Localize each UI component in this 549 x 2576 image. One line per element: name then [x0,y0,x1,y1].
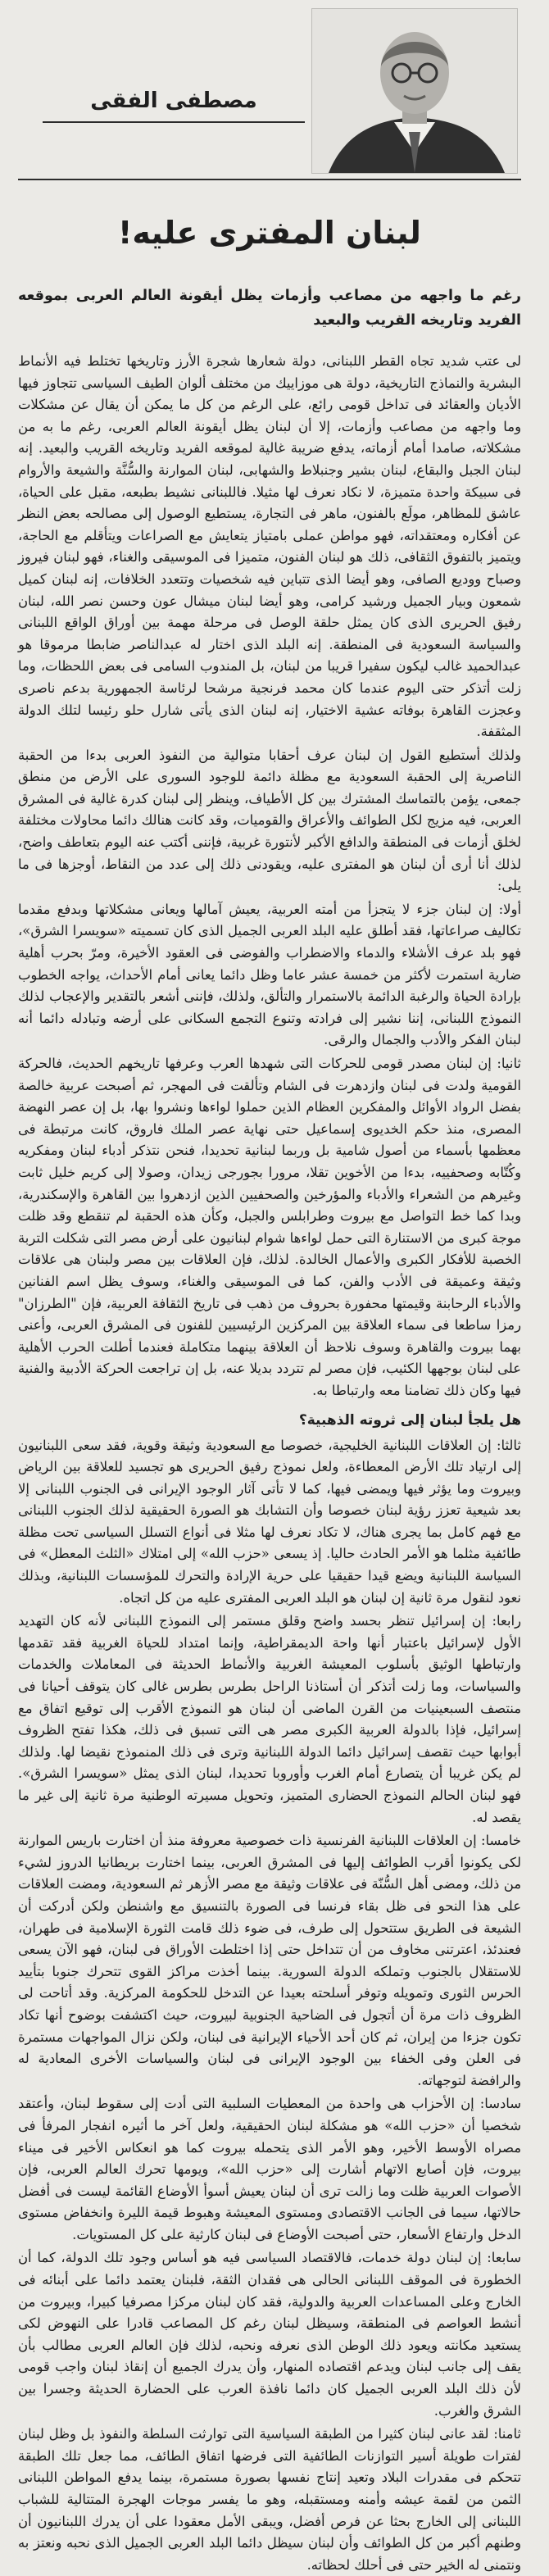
article-title: لبنان المفترى عليه! [118,215,421,251]
article-paragraph: أولا: إن لبنان جزء لا يتجزأ من أمته العربية، يعيش آمالها ويعانى مشكلاتها وبدفع مقدما تكاليف صراعاتها، فقد أطلق عليه البلد العربى الجميل الذى كان تسميته «سويسرا الشرق»، فهو بلد عرف الأشلاء والدماء والاضطراب والفوضى فى العقود الأخيرة، ومرّ بحرب أهلية ضارية استمرت لأكثر من خمسة عشر عاما وظل دائما يعانى أمام الأحداث، يواجه الخطوب بإرادة الحياة والرغبة الدائمة بالاستمرار والتألق، ولذلك، فإننى أشعر بالتقدير والإعجاب لذلك النموذج اللبنانى، إننا نشير إلى فرادته وتنوع التجمع السكانى على أرضه وتبادله دائما أنه لبنان الفكر والأدب والجمال والرقى. [18,901,521,1048]
article-paragraph: ثانيا: إن لبنان مصدر قومى للحركات التى شهدها العرب وعرفها تاريخهم الحديث، فالحركة القومية ولدت فى لبنان وازدهرت فى الشام وتألقت فى المهجر، ثم أصبحت عربية خالصة بفضل الرواد الأوائل والمفكرين العظام الذين حملوا لواءها ونشروا بها، بل إن عصر النهضة المصرى، منذ حكم الخديوى إسماعيل حتى نهاية عصر الملك فاروق، كانت مرتبطة فى معظمها بأسماء من أصول شامية بل وربما لبنانية تحديدا، فنحن نتذكر أدباء لبنان ومفكريه وكُتّابه وصحفييه، بدءا من الأخوين تقلا، مرورا بجورجى زيدان، وصولا إلى كريم خليل ثابت وغيرهم من الشعراء والأدباء والمؤرخين والصحفيين الذين ازدهروا بين القاهرة والإسكندرية، وبدا كما خط التواصل مع بيروت وطرابلس والجبل، وكأن هذه الحقبة لم تنقطع وقد ظلت موجة كبرى من الاستنارة التى حمل لواءها شوام لبنانيون على أرض مصر التى شكلت التربة الخصبة للأفكار الكبرى والأعمال الخالدة. لذلك، فإن العلاقات بين مصر ولبنان هى علاقات وثيقة وعميقة فى الأدب والفن، كما فى الموسيقى والغناء، وسوف يظل اسم الفنانين والأدباء الرحابنة وقيمتها محفورة بحروف من ذهب فى تاريخ الثقافة العربية، فإن "الطرزان" رمزا ساطعا فى سماء العلاقة بين المركزين الرئيسيين للفنون فى المشرق العربى، وأعنى بهما بيروت والقاهرة وسوف نلاحظ أن العلاقة بينهما متكاملة فعندما أطلت الحرب الأهلية على لبنان بوجهها الكئيب، فإن مصر لم تتردد بديلا عنه، بل إن تراجعت الحركة الأدبية والفنية فيها وكان ذلك تضامنا معه وارتباطا به. [18,1056,521,1398]
article-paragraph: لى عتب شديد تجاه القطر اللبنانى، دولة شعارها شجرة الأرز وتاريخها تختلط فيه الأنماط البشرية والنماذج التاريخية، دولة هى موزاييك من مختلف ألوان الطيف السياسى تتجاوز فيها الأديان والعقائد فى تداخل قومى رائع، على الرغم من كل ما يمكن أن يقال عن مشكلات وما واجهه من مصاعب وأزمات، إلا أن لبنان يظل أيقونة العالم العربى، رغم ما به من مشكلاته، صامدا أمام أزماته، يدفع ضريبة غالية لموقعه الفريد وتاريخه القريب والبعيد. إنه لبنان الجبل والبقاع، لبنان بشير وجنبلاط والشهابى، لبنان الموارنة والسُّنَّة والشيعة والأروام فى سبيكة واحدة متميزة، لا نكاد نعرف لها مثيلا. فاللبنانى نشيط بطبعه، مقبل على الحياة، عاشق للمظاهر، مولَع بالفنون، ماهر فى التجارة، يستطيع الوصول إلى مصالحه بعض النظر عن أفكاره ومعتقداته، فهو مواطن عملى بامتياز يتعايش مع الصراعات ويتأقلم مع الحاجة، ويتميز بالتفوق الثقافى، ذلك هو لبنان الفنون، متميزا فى الموسيقى والغناء، فهو لبنان فيروز وصباح ووديع الصافى، وهو أيضا الذى تتباين فيه شخصيات وتتعدد الخلافات، إنه لبنان كميل شمعون وبيار الجميل ورشيد كرامى، وهو أيضا لبنان ميشال عون وحسن نصر الله، لبنان رفيق الحريرى الذى كان يمثل حلقة الوصل فى مرحلة مهمة بين أوراق الواقع اللبنانى والسياسة السعودية فى المنطقة. إنه البلد الذى اختار له عبدالناصر ضابطا مرموقا هو عبدالحميد غالب ليكون سفيرا قريبا من لبنان، بل المندوب السامى فى بعض اللحظات، وما زلت أتذكر حتى اليوم عندما كان محمد فرنجية مرشحا لرئاسة الجمهورية بدعم ناصرى وعجزت القاهرة بوفاته عشية الاختيار، إنه لبنان الذى يأتى شارل حلو رئيسا لتلك الدولة المثقفة. [18,353,521,740]
author-byline [26,89,321,123]
article-paragraph: ثامنا: لقد عانى لبنان كثيرا من الطبقة السياسية التى توارثت السلطة والنفوذ بل وظل لبنان لفترات طويلة أسير التوازنات الطائفية التى فرضها اتفاق الطائف، مما جعل تلك الطبقة تتحكم فى مقدرات البلاد وتعيد إنتاج نفسها بصورة مستمرة، بينما يدفع المواطن اللبنانى الثمن من لقمة عيشه وأمنه ومستقبله، وهو ما يفسر موجات الهجرة المتتالية للشباب اللبنانى إلى الخارج بحثا عن فرص أفضل، ويبقى الأمل معقودا على أن يدرك اللبنانيون أن وطنهم أكبر من كل الطوائف وأن لبنان سيظل دائما البلد العربى الجميل الذى نحبه ونعتز به ونتمنى له الخير حتى فى أحلك لحظاته. [18,2426,521,2573]
author-name: مصطفى الفقى [90,89,257,113]
article-paragraph: رابعا: إن إسرائيل تنظر بحسد واضح وقلق مستمر إلى النموذج اللبنانى لأنه كان التهديد الأول لإسرائيل باعتبار أنها واحة الديمقراطية، وإنما امتداد للحياة الغربية فقد تقدمها وارتباطها الوثيق بأسلوب المعيشة الغربية والأنماط الحديثة فى المعاملات والخدمات والسياسات، وما زلت أتذكر أن أستاذنا الراحل بطرس بطرس غالى كان يتوقف أحيانا فى منتصف السبعينيات من القرن الماضى أن لبنان هو النموذج الأقرب إلى توقيع اتفاق مع إسرائيل، فإذا بالدولة العربية الكبرى مصر هى التى تسبق فى ذلك، هكذا تفتح الظروف أبوابها حيث تقصف إسرائيل دائما الدولة اللبنانية وترى فى ذلك المنموذج نقيضا لها. ولذلك لم يكن غريبا أن يتصارع أمام الغرب وأوروبا تحديدا، لبنان الذى يمثل «سويسرا الشرق». فهو لبنان الحالم النموذج الحضارى المتميز، وتحويل مسيرته الوطنية مرة ثانية إلى غير ما يقصد له. [18,1613,521,1825]
article-paragraph: خامسا: إن العلاقات اللبنانية الفرنسية ذات خصوصية معروفة منذ أن اختارت باريس الموارنة لكى يكونوا أقرب الطوائف إليها فى المشرق العربى، بينما اختارت بريطانيا الدروز لشيء من ذلك، ومضى أهل السُّنّة فى علاقات وثيقة مع مصر الأزهر ثم السعودية، ومضت العلاقات على هذا النحو فى ظل بقاء فرنسا فى الصورة بالتنسيق مع واشنطن ولكن أدركت أن الشيعة فى الطريق ستتحول إلى طرف، فى ضوء ذلك قامت الثورة الإسلامية فى طهران، فعندئذ، اعترتنى مخاوف من أن تتداخل حتى إذا اختلطت الأوراق فى لبنان، فهو الآن يسعى للاستقلال بالجنوب وتملكه الدولة السورية. بينما أخذت مراكز القوى تتحرك جنوبا بتأييد الحرس الثورى وتمويله وتوفر أسلحته بعيدا عن التدخل للحكومة المركزية. وقد أتاحت لى الظروف ذات مرة أن أتجول فى الضاحية الجنوبية لبيروت، حيث اكتشفت بوضوح أنها تكاد تكون جزءا من إيران، ثم كان أحد الأحياء الإيرانية فى لبنان، ولكن نزال المواجهات مستمرة فى العلن وفى الخفاء بين الوجود الإيرانى فى لبنان والسياسات الأخرى المعادية له والرافضة لتوجهاته. [18,1833,521,2088]
article-paragraph: ولذلك أستطيع القول إن لبنان عرف أحقابا متوالية من النفوذ العربى بدءا من الحقبة الناصرية إلى الحقبة السعودية مع مظلة دائمة للوجود السورى على الأرض من منطق جمعى، يؤمن بالتماسك المشترك بين كل الأطياف، وينظر إلى لبنان كدرة غالية فى المشرق العربى، فيه مزيج لكل الطوائف والأعراق والقوميات، وقد كانت هنالك دائما محاولات مختلفة لخلق أزمات فى المنطقة والدافع الأكبر لأنتورة غربية، فإننى أكتب عنه اليوم بتعاطف واضح، لذلك أنا أرى أن لبنان هو المفترى عليه، ويقودنى ذلك إلى عدد من النقاط، أوجزها فى ما يلى: [18,747,521,894]
article-header [18,7,521,180]
article-body [18,351,521,2576]
author-portrait-image [312,9,517,173]
article-paragraph: سابعا: إن لبنان دولة خدمات، فالاقتصاد السياسى فيه هو أساس وجود تلك الدولة، كما أن الخطورة فى الموقف اللبنانى الحالى هى فقدان الثقة، فلبنان يعتمد دائما على أبنائه فى الخارج وعلى المساعدات العربية والدولية، فقد كان لبنان مركزا مصرفيا كبيرا، وبيروت من أنشط العواصم فى المنطقة، وسيظل لبنان رغم كل المصاعب قادرا على النهوض لكى يستعيد مكانته ويعود ذلك الوطن الذى نعرفه ونحبه، لذلك فإن العالم العربى مطالب بأن يقف إلى جانب لبنان ويدعم اقتصاده المنهار، وأن يدرك الجميع أن إنقاذ لبنان واجب قومى لأن ذلك البلد العربى الجميل كان دائما نافذة العرب على الحضارة الحديثة وجسرا بين الشرق والغرب. [18,2250,521,2419]
article-paragraph: ثالثا: إن العلاقات اللبنانية الخليجية، خصوصا مع السعودية وثيقة وقوية، فقد سعى اللبنانيون إلى ارتياد تلك الأرض المعطاءة، ولعل نموذج رفيق الحريرى هو تجسيد للعلاقة بين الرياض وبيروت وما يؤثر فيها ويمضى فيها، كما لا تأتى آثار الوجود الإيرانى فى الجنوب اللبنانى إلا بعد شيعية تعزز رؤية لبنان خصوصا وأن التشابك هو الصورة الحقيقية لذلك الجنوب اللبنانى مع فهم كامل بما يجرى هناك، لا تكاد نعرف لها مثلا فى أنواع التسلل السياسى تحت مظلة طائفية مثلما هو الأمر الحادث حاليا. إذ يسعى «حزب الله» إلى امتلاك «الثلث المعطل» فى السياسة اللبنانية ويضع قيدا حقيقيا على حرية الإرادة والتحرك للمؤسسات اللبنانية، وبذلك نعود لنقول مرة ثانية إن لبنان هو البلد العربى المفترى عليه من كل اتجاه. [18,1437,521,1606]
article-subhead: هل يلجأ لبنان إلى ثروته الذهبية؟ [298,1411,521,1429]
author-divider [43,121,305,123]
article-lead: رغم ما واجهه من مصاعب وأزمات يظل أيقونة العالم العربى بموقعه الفريد وتاريخه القريب والبعيد [18,288,521,329]
article-paragraph: سادسا: إن الأحزاب هى واحدة من المعطيات السلبية التى أدت إلى سقوط لبنان، وأعتقد شخصيا أن «حزب الله» هو مشكلة لبنان الحقيقية، ولعل آخر ما أثيره انفجار المرفأ فى مصراه الأوسط الأخير، وهو الأمر الذى يتحمله بيروت كما هو انعكاس الأخير فى ميناء بيروت، فإن أصابع الاتهام أشارت إلى «حزب الله»، ويومها تحرك العالم العربى، فإن الأصوات العربية ظلت وما زالت ترى أن لبنان يعيش أسوأ الأوضاع القائمة ليست فى أفضل حالاتها، سيما فى الجانب الاقتصادى ومستوى المعيشة وهبوط قيمة الليرة وانخفاض مستوى الدخل وارتفاع الأسعار، حتى أصبحت الأوضاع فى لبنان كارثية على كل المستويات. [18,2096,521,2242]
author-portrait [311,8,518,174]
